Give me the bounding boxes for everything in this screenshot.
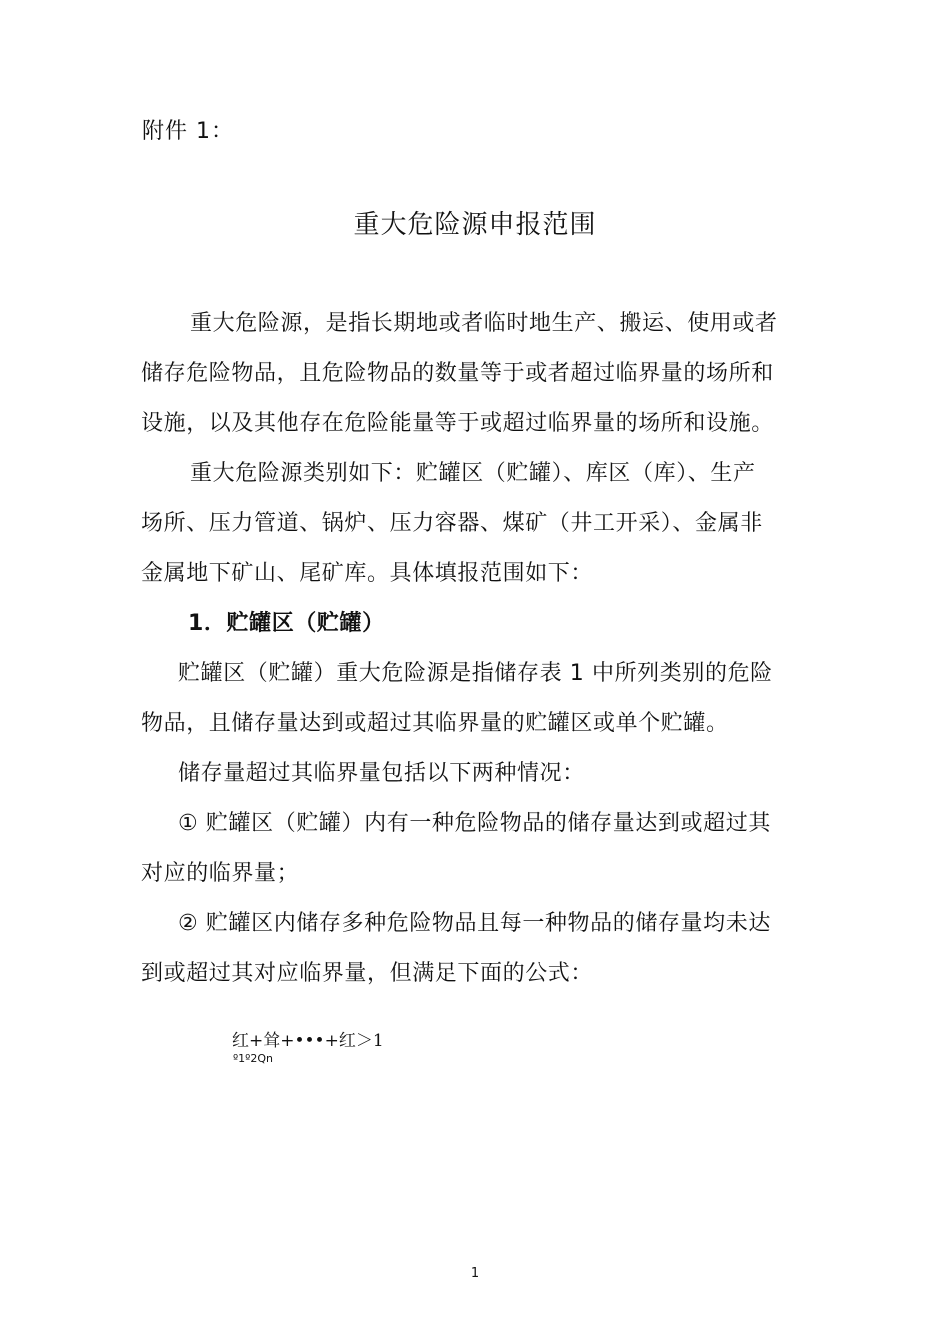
paragraph-line: 对应的临界量； bbox=[141, 861, 300, 886]
paragraph-line: 重大危险源，是指长期地或者临时地生产、搬运、使用或者 bbox=[190, 311, 778, 336]
attachment-label: 附件 1： bbox=[142, 119, 234, 144]
paragraph-line: 贮罐区（贮罐）重大危险源是指储存表 1 中所列类别的危险 bbox=[178, 661, 773, 686]
document-title: 重大危险源申报范围 bbox=[353, 210, 597, 240]
formula-main: 红+耸+•••+红＞1 bbox=[232, 1031, 384, 1051]
paragraph-line: 设施，以及其他存在危险能量等于或超过临界量的场所和设施。 bbox=[141, 411, 774, 436]
paragraph-line: 到或超过其对应临界量，但满足下面的公式： bbox=[141, 961, 594, 986]
paragraph-line: 储存危险物品，且危险物品的数量等于或者超过临界量的场所和 bbox=[141, 361, 774, 386]
paragraph-line: 重大危险源类别如下：贮罐区（贮罐）、库区（库）、生产 bbox=[190, 461, 756, 486]
paragraph-line: 储存量超过其临界量包括以下两种情况： bbox=[178, 761, 585, 786]
paragraph-line: 物品，且储存量达到或超过其临界量的贮罐区或单个贮罐。 bbox=[141, 711, 729, 736]
paragraph-line: ② 贮罐区内储存多种危险物品且每一种物品的储存量均未达 bbox=[178, 911, 771, 936]
section-heading: 1．贮罐区（贮罐） bbox=[188, 611, 385, 636]
paragraph-line: 金属地下矿山、尾矿库。具体填报范围如下： bbox=[141, 561, 594, 586]
paragraph-line: ① 贮罐区（贮罐）内有一种危险物品的储存量达到或超过其 bbox=[178, 811, 771, 836]
formula-subscripts: º1º2Qn bbox=[233, 1052, 273, 1065]
page-number: 1 bbox=[470, 1266, 480, 1281]
paragraph-line: 场所、压力管道、锅炉、压力容器、煤矿（井工开采）、金属非 bbox=[141, 511, 763, 536]
